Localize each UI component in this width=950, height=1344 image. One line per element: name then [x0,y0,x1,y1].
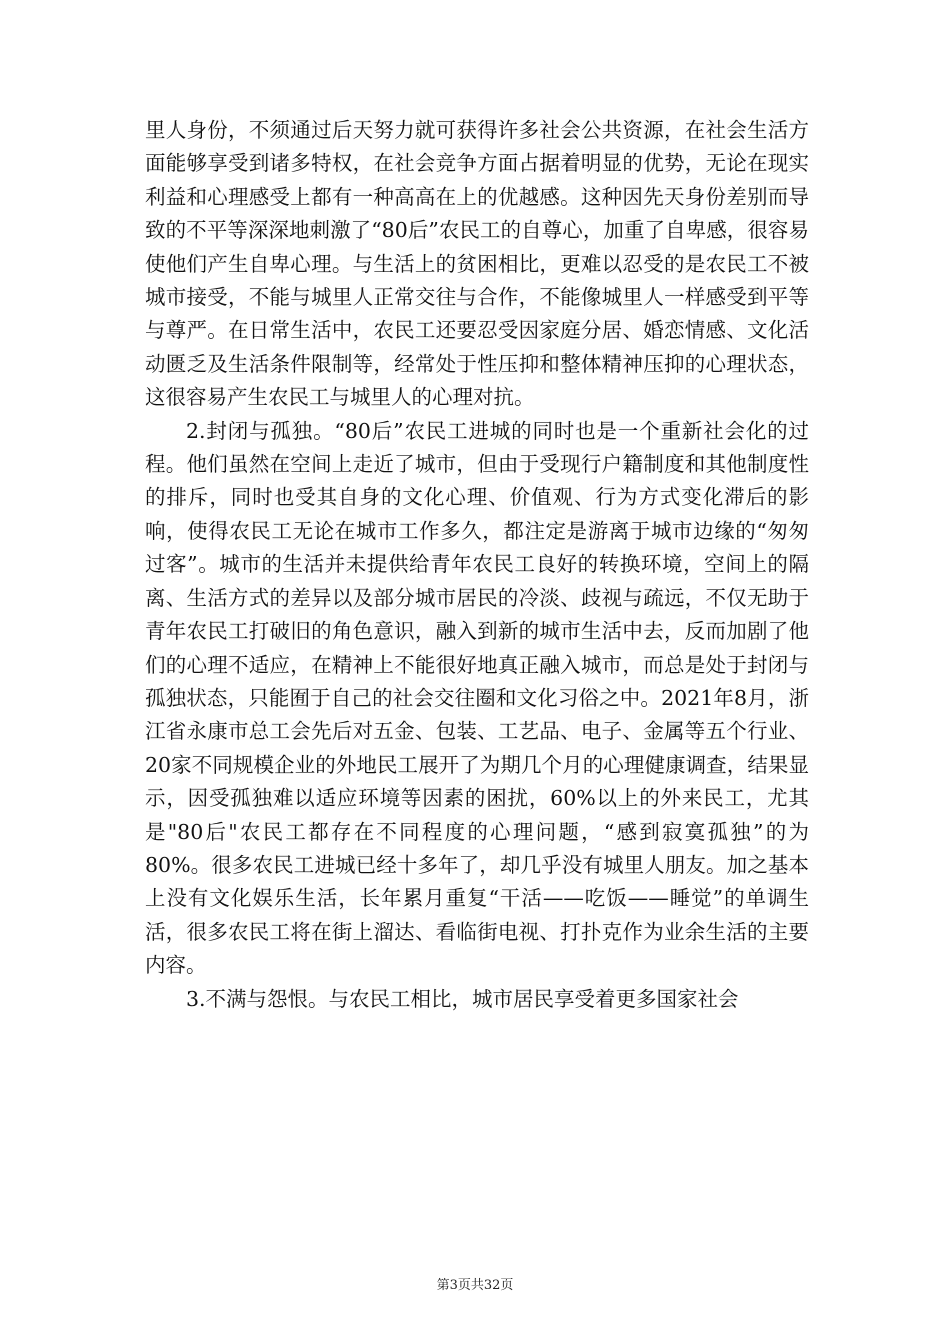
paragraph-2: 2.封闭与孤独。“80后”农民工进城的同时也是一个重新社会化的过程。他们虽然在空间上走近了城市，但由于受现行户籍制度和其他制度性的排斥，同时也受其自身的文化心理、价值观、行为方式变化滞后的影响，使得农民工无论在城市工作多久，都注定是游离于城市边缘的“匆匆过客”。城市的生活并未提供给青年农民工良好的转换环境，空间上的隔离、生活方式的差异以及部分城市居民的冷淡、歧视与疏远，不仅无助于青年农民工打破旧的角色意识，融入到新的城市生活中去，反而加剧了他们的心理不适应，在精神上不能很好地真正融入城市，而总是处于封闭与孤独状态，只能囿于自己的社会交往圈和文化习俗之中。2021年8月，浙江省永康市总工会先后对五金、包装、工艺品、电子、金属等五个行业、20家不同规模企业的外地民工展开了为期几个月的心理健康调查，结果显示，因受孤独难以适应环境等因素的困扰，60%以上的外来民工，尤其是"80后"农民工都存在不同程度的心理问题，“感到寂寞孤独”的为80%。很多农民工进城已经十多年了，却几乎没有城里人朋友。加之基本上没有文化娱乐生活，长年累月重复“干活——吃饭——睡觉”的单调生活，很多农民工将在街上溜达、看临街电视、打扑克作为业余生活的主要内容。 [145,418,809,978]
paragraph-1: 里人身份，不须通过后天努力就可获得许多社会公共资源，在社会生活方面能够享受到诸多特权，在社会竞争方面占据着明显的优势，无论在现实利益和心理感受上都有一种高高在上的优越感。这种因先天身份差别而导致的不平等深深地刺激了“80后”农民工的自尊心，加重了自卑感，很容易使他们产生自卑心理。与生活上的贫困相比，更难以忍受的是农民工不被城市接受，不能与城里人正常交往与合作，不能像城里人一样感受到平等与尊严。在日常生活中，农民工还要忍受因家庭分居、婚恋情感、文化活动匮乏及生活条件限制等，经常处于性压抑和整体精神压抑的心理状态，这很容易产生农民工与城里人的心理对抗。 [145,118,809,410]
body-text [145,114,809,1016]
paragraph-3: 3.不满与怨恨。与农民工相比，城市居民享受着更多国家社会 [186,986,739,1011]
page-footer: 第3页共32页 [436,1278,514,1293]
